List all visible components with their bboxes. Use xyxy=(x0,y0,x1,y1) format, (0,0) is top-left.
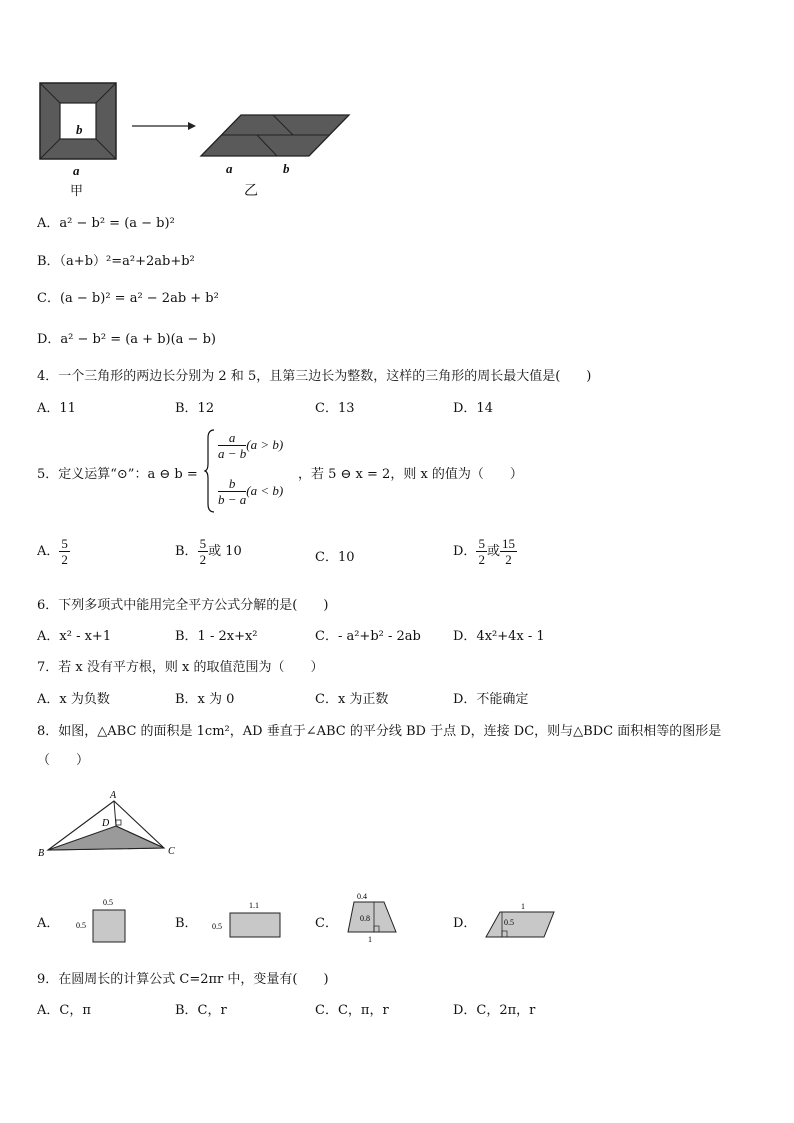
vertex-b: B xyxy=(38,848,45,859)
q3-option-d: D．a² − b² = (a + b)(a − b) xyxy=(37,332,216,347)
label-a: a xyxy=(73,163,80,178)
q5-option-a: A． $\frac{5}{2}$ xyxy=(37,536,68,567)
triangle-abc-figure xyxy=(36,788,186,860)
q4-option-d: D．14 xyxy=(453,401,493,416)
q8-option-c-trapezoid xyxy=(340,888,404,946)
q4-option-a: A．11 xyxy=(37,401,76,416)
q3-option-c: C．(a − b)² = a² − 2ab + b² xyxy=(37,291,219,306)
label-b2: b xyxy=(283,161,290,176)
q4-option-b: B．12 xyxy=(175,401,215,416)
label-a2: a xyxy=(226,161,233,176)
q9-option-c: C．C，π，r xyxy=(315,1003,389,1018)
q9-option-a: A．C，π xyxy=(37,1003,91,1018)
q7-option-b: B．x 为 0 xyxy=(175,692,235,707)
svg-text:0.4: 0.4 xyxy=(357,892,367,901)
q5-case1: $\frac{a}{a - b}$ (a > b) xyxy=(218,430,284,461)
q6-stem: 6．下列多项式中能用完全平方公式分解的是( ) xyxy=(37,598,329,613)
q9-option-d: D．C，2π，r xyxy=(453,1003,536,1018)
brace-icon xyxy=(204,428,216,514)
q8-stem: 8．如图，△ABC 的面积是 1cm²，AD 垂直于∠ABC 的平分线 BD 于点 D，连接 DC，则与△BDC 面积相等的图形是 xyxy=(37,724,722,739)
q5-option-d: D． $\frac{5}{2}$ 或 $\frac{15}{2}$ xyxy=(453,536,515,567)
q6-option-d: D．4x²+4x - 1 xyxy=(453,629,545,644)
svg-text:1: 1 xyxy=(368,935,372,944)
q5-option-c: C．10 xyxy=(315,550,355,565)
q8-option-b-rectangle xyxy=(208,896,288,942)
vertex-c: C xyxy=(168,846,175,857)
vertex-d: D xyxy=(102,818,110,829)
svg-text:0.5: 0.5 xyxy=(504,918,514,927)
q3-option-b: B．（a+b）²=a²+2ab+b² xyxy=(37,254,195,269)
q3-option-a: A．a² − b² = (a − b)² xyxy=(37,216,175,231)
q8-option-c-label: C． xyxy=(315,916,338,931)
q7-option-c: C．x 为正数 xyxy=(315,692,389,707)
q5-option-b: B． $\frac{5}{2}$ 或 10 xyxy=(175,536,242,567)
q8-stem-cont: （ ） xyxy=(37,753,90,768)
q7-option-a: A．x 为负数 xyxy=(37,692,110,707)
q8-option-b-label: B． xyxy=(175,916,198,931)
svg-text:0.5: 0.5 xyxy=(76,921,86,930)
svg-text:1.1: 1.1 xyxy=(249,901,259,910)
q8-option-d-parallelogram xyxy=(482,896,562,942)
svg-text:0.5: 0.5 xyxy=(212,922,222,931)
svg-text:1: 1 xyxy=(521,902,525,911)
q8-option-a-square xyxy=(70,893,134,945)
q6-option-a: A．x² - x+1 xyxy=(37,629,112,644)
q5-stem-prefix: 5．定义运算“⊙”：a ⊖ b = xyxy=(37,467,198,482)
q6-option-b: B．1 - 2x+x² xyxy=(175,629,258,644)
q8-option-d-label: D． xyxy=(453,916,477,931)
q9-option-b: B．C，r xyxy=(175,1003,227,1018)
label-b: b xyxy=(76,122,83,137)
q4-option-c: C．13 xyxy=(315,401,355,416)
label-jia: 甲 xyxy=(70,184,84,199)
square-parallelogram-figure xyxy=(36,78,366,203)
q4-stem: 4．一个三角形的两边长分别为 2 和 5，且第三边长为整数，这样的三角形的周长最大值是( ) xyxy=(37,369,592,384)
q9-stem: 9．在圆周长的计算公式 C=2πr 中，变量有( ) xyxy=(37,972,329,987)
q5-stem-suffix: ，若 5 ⊖ x = 2，则 x 的值为（ ） xyxy=(298,467,523,482)
figure-yi xyxy=(201,115,349,156)
svg-text:0.8: 0.8 xyxy=(360,914,370,923)
q7-option-d: D．不能确定 xyxy=(453,692,529,707)
label-yi: 乙 xyxy=(244,183,258,199)
figure-jia xyxy=(40,83,116,159)
q7-stem: 7．若 x 没有平方根，则 x 的取值范围为（ ） xyxy=(37,660,324,675)
q5-case2: $\frac{b}{b - a}$ (a < b) xyxy=(218,476,284,507)
q8-option-a-label: A． xyxy=(37,916,60,931)
vertex-a: A xyxy=(110,790,117,801)
svg-text:0.5: 0.5 xyxy=(103,898,113,907)
q6-option-c: C．- a²+b² - 2ab xyxy=(315,629,421,644)
